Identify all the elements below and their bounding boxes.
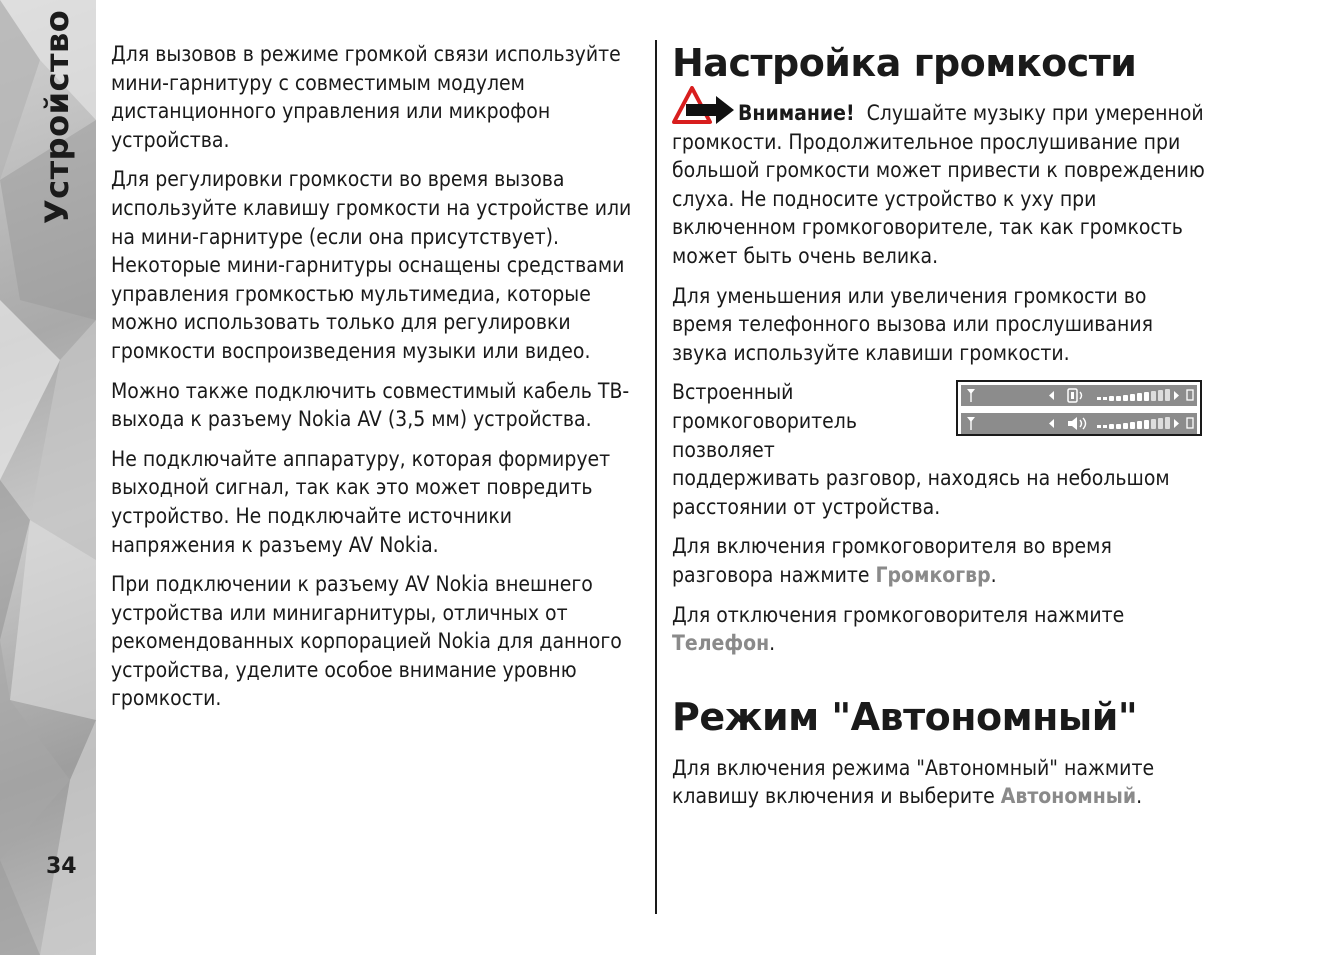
page-number: 34 [46,854,77,879]
text: . [1136,784,1143,809]
section-title [36,9,76,236]
key-speaker: Громкогвр [875,562,991,587]
heading-volume-settings: Настройка громкости [672,41,1137,85]
key-phone: Телефон [672,631,770,656]
text: Для включения громкоговорителя во время разговора нажмите [672,534,1112,587]
paragraph-enable-speaker [672,532,1212,589]
paragraph: Можно также подключить совместимый кабель ТВ-выхода к разъему Nokia AV (3,5 мм) устройства. [111,378,630,432]
paragraph: Для уменьшения или увеличения громкости во время телефонного вызова или прослушивания звука используйте клавиши громкости. [672,283,1153,365]
paragraph: Не подключайте аппаратуру, которая формирует выходной сигнал, так как это может повредить устройство. Не подключайте источники напряжения к разъему AV Nokia. [111,446,611,557]
handset-volume-icon [961,385,1197,406]
speaker-text-rest: поддерживать разговор, находясь на небольшом расстоянии от устройства. [672,466,1170,519]
sidebar-decoration [0,0,96,955]
heading-offline-mode: Режим "Автономный" [672,694,1138,739]
warning-label: Внимание! [738,101,855,125]
text: . [990,562,997,587]
text: . [769,631,776,656]
column-divider [655,40,657,914]
paragraph: Для регулировки громкости во время вызова используйте клавишу громкости на устройстве или на мини-гарнитуре (если она присутствует). Некоторые мини-гарнитуры оснащены средствами управления громкостью мультимедиа, которые можно использовать только для регулировки громкости воспроизведения музыки или видео. [111,167,632,363]
paragraph: Для вызовов в режиме громкой связи используйте мини-гарнитуру с совместимым модулем дистанционного управления или микрофон устройства. [111,42,621,152]
right-column [672,40,1212,811]
text: Для отключения громкоговорителя нажмите [672,602,1125,627]
paragraph-disable-speaker [672,601,1212,658]
section-title-text: Устройство [38,9,76,224]
text: Для включения режима "Автономный" нажмите клавишу включения и выберите [672,755,1155,809]
phone-screen-images [956,380,1202,436]
paragraph: При подключении к разъему AV Nokia внешнего устройства или минигарнитуры, отличных от рекомендованных корпорацией Nokia для данного устройства, уделите особое внимание уровню громкости. [111,572,622,711]
warning-text: Слушайте музыку при умеренной громкости. Продолжительное прослушивание при большой громкости может привести к повреждению слуха. Не подносите устройство к уху при включенном громкоговорителе, так как громкость может быть очень велика. [672,101,1205,268]
left-column [111,40,641,724]
loudspeaker-volume-icon [961,413,1197,434]
key-offline: Автономный [1000,784,1137,809]
warning-paragraph [672,86,1212,271]
paragraph-offline [672,754,1212,811]
speaker-block [672,378,1212,521]
speaker-text-wrapped: Встроенный громкоговоритель позволяет [672,380,857,462]
warning-icon [672,86,736,126]
